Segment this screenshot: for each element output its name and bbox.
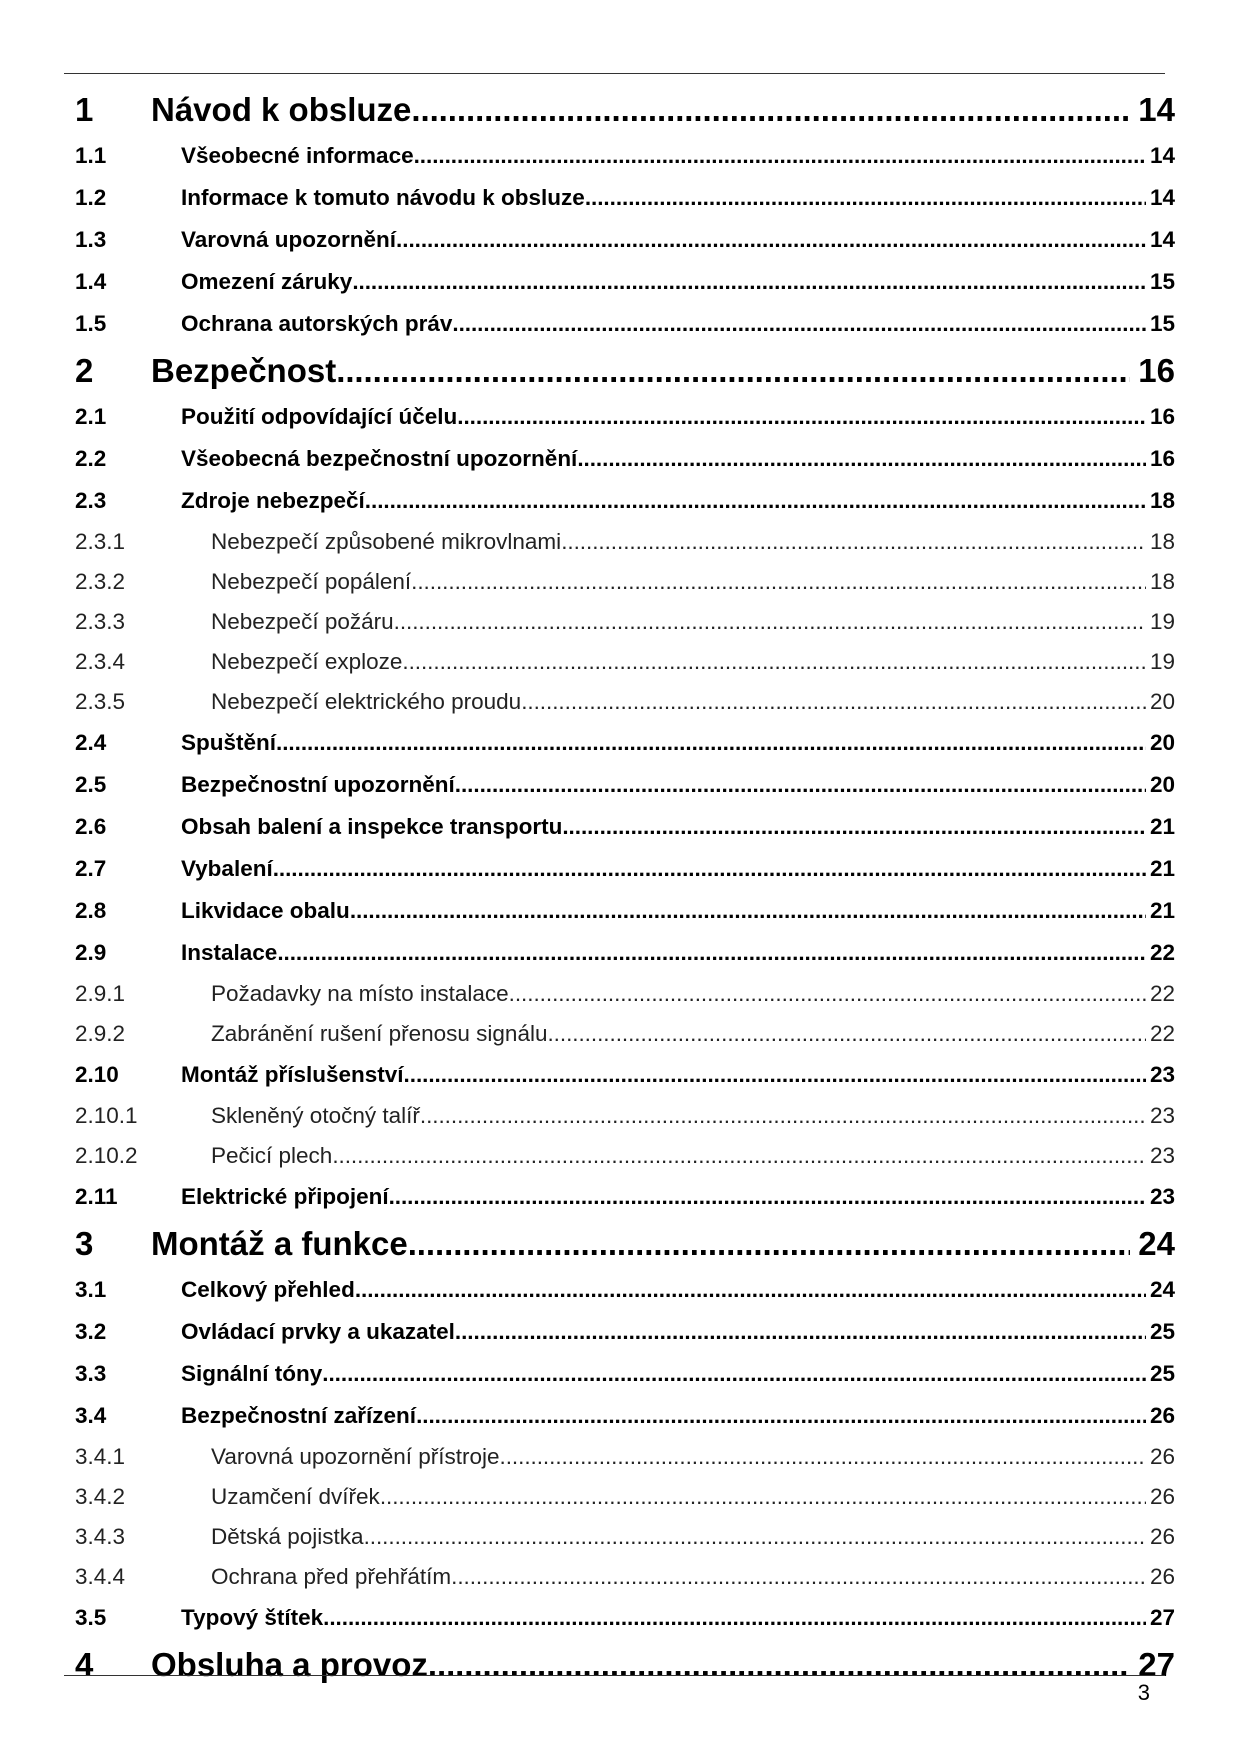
toc-dot-leader <box>414 135 1146 177</box>
toc-dot-leader <box>411 562 1146 602</box>
toc-entry-page: 25 <box>1149 1319 1175 1344</box>
toc-entry-2-3-2[interactable] <box>75 562 1175 602</box>
toc-entry-title: Bezpečnostní upozornění <box>181 772 455 797</box>
toc-dot-leader <box>322 1353 1146 1395</box>
toc-entry-number: 2.3 <box>75 488 107 513</box>
toc-entry-number: 3.1 <box>75 1277 107 1302</box>
toc-entry-title: Nebezpečí elektrického proudu <box>211 689 522 714</box>
toc-dot-leader <box>451 1557 1146 1597</box>
toc-entry-title: Montáž a funkce <box>151 1225 408 1262</box>
toc-entry-number: 1.1 <box>75 143 107 168</box>
toc-entry-2-7[interactable] <box>75 848 1175 890</box>
toc-entry-title: Ochrana před přehřátím <box>211 1564 452 1589</box>
toc-dot-leader <box>420 1096 1146 1136</box>
toc-entry-1-2[interactable] <box>75 177 1175 219</box>
toc-dot-leader <box>455 764 1146 806</box>
toc-entry-number: 3.3 <box>75 1361 107 1386</box>
toc-dot-leader <box>394 602 1146 642</box>
toc-entry-number: 2.3.2 <box>75 569 126 594</box>
toc-entry-2[interactable] <box>75 345 1175 396</box>
bottom-divider <box>64 1675 1165 1676</box>
toc-entry-title: Zabránění rušení přenosu signálu <box>211 1021 548 1046</box>
toc-entry-page: 27 <box>1149 1605 1175 1630</box>
toc-entry-title: Všeobecné informace <box>181 143 414 168</box>
toc-entry-title: Uzamčení dvířek <box>211 1484 380 1509</box>
toc-entry-page: 20 <box>1149 689 1175 714</box>
toc-entry-2-11[interactable] <box>75 1176 1175 1218</box>
toc-entry-page: 21 <box>1149 898 1175 923</box>
toc-dot-leader <box>585 177 1146 219</box>
toc-entry-page: 26 <box>1149 1403 1175 1428</box>
toc-dot-leader <box>396 219 1146 261</box>
toc-entry-title: Informace k tomuto návodu k obsluze <box>181 185 585 210</box>
toc-entry-1[interactable] <box>75 84 1175 135</box>
toc-entry-title: Nebezpečí exploze <box>211 649 403 674</box>
toc-entry-2-1[interactable] <box>75 396 1175 438</box>
toc-entry-page: 19 <box>1149 649 1175 674</box>
toc-dot-leader <box>332 1136 1146 1176</box>
toc-entry-page: 15 <box>1149 311 1175 336</box>
toc-entry-number: 2 <box>75 352 94 389</box>
toc-entry-title: Nebezpečí požáru <box>211 609 394 634</box>
toc-entry-number: 2.5 <box>75 772 107 797</box>
toc-entry-number: 2.10 <box>75 1062 119 1087</box>
toc-entry-3-4-4[interactable] <box>75 1557 1175 1597</box>
toc-entry-2-9[interactable] <box>75 932 1175 974</box>
toc-dot-leader <box>402 642 1146 682</box>
toc-entry-page: 22 <box>1149 981 1175 1006</box>
toc-dot-leader <box>277 932 1146 974</box>
toc-entry-page: 16 <box>1149 446 1175 471</box>
toc-entry-title: Použití odpovídající účelu <box>181 404 458 429</box>
toc-entry-page: 16 <box>1149 404 1175 429</box>
toc-entry-number: 3.4.4 <box>75 1564 126 1589</box>
toc-dot-leader <box>380 1477 1146 1517</box>
toc-dot-leader <box>276 722 1146 764</box>
toc-entry-number: 2.9.2 <box>75 1021 126 1046</box>
toc-entry-number: 2.11 <box>75 1184 118 1209</box>
toc-entry-number: 4 <box>75 1646 94 1683</box>
toc-entry-page: 14 <box>1149 227 1175 252</box>
toc-dot-leader <box>521 682 1146 722</box>
toc-dot-leader <box>547 1014 1146 1054</box>
toc-entry-page: 20 <box>1149 730 1175 755</box>
toc-entry-title: Ochrana autorských práv <box>181 311 453 336</box>
toc-dot-leader <box>273 848 1146 890</box>
toc-entry-title: Nebezpečí popálení <box>211 569 412 594</box>
toc-entry-3-2[interactable] <box>75 1311 1175 1353</box>
toc-entry-2-3-3[interactable] <box>75 602 1175 642</box>
toc-entry-3-4-3[interactable] <box>75 1517 1175 1557</box>
toc-dot-leader <box>561 522 1146 562</box>
toc-dot-leader <box>416 1395 1146 1437</box>
toc-entry-3-3[interactable] <box>75 1353 1175 1395</box>
toc-entry-2-9-2[interactable] <box>75 1014 1175 1054</box>
toc-entry-number: 3.4.3 <box>75 1524 126 1549</box>
toc-entry-number: 3.4.2 <box>75 1484 126 1509</box>
toc-entry-number: 2.9 <box>75 940 107 965</box>
toc-entry-page: 18 <box>1149 529 1175 554</box>
toc-entry-number: 3.5 <box>75 1605 107 1630</box>
toc-entry-number: 1.3 <box>75 227 107 252</box>
toc-entry-number: 2.7 <box>75 856 107 881</box>
toc-entry-title: Požadavky na místo instalace <box>211 981 509 1006</box>
toc-entry-page: 14 <box>1149 185 1175 210</box>
table-of-contents <box>75 84 1175 1690</box>
toc-entry-page: 16 <box>1138 352 1175 389</box>
toc-entry-number: 2.3.1 <box>75 529 126 554</box>
toc-dot-leader <box>389 1176 1146 1218</box>
toc-entry-number: 2.9.1 <box>75 981 126 1006</box>
toc-entry-page: 26 <box>1149 1524 1175 1549</box>
toc-entry-number: 2.10.1 <box>75 1103 138 1128</box>
toc-entry-number: 2.8 <box>75 898 107 923</box>
toc-entry-number: 2.3.4 <box>75 649 126 674</box>
toc-entry-page: 18 <box>1149 569 1175 594</box>
toc-dot-leader <box>500 1437 1146 1477</box>
page-number: 3 <box>1137 1680 1150 1705</box>
toc-entry-title: Ovládací prvky a ukazatel <box>181 1319 455 1344</box>
toc-dot-leader <box>336 345 1130 396</box>
toc-entry-page: 23 <box>1149 1103 1175 1128</box>
toc-entry-title: Likvidace obalu <box>181 898 350 923</box>
toc-entry-2-10-1[interactable] <box>75 1096 1175 1136</box>
toc-entry-page: 26 <box>1149 1444 1175 1469</box>
toc-entry-number: 2.10.2 <box>75 1143 138 1168</box>
toc-entry-page: 15 <box>1149 269 1175 294</box>
toc-entry-page: 27 <box>1138 1646 1175 1683</box>
toc-entry-page: 24 <box>1149 1277 1175 1302</box>
toc-entry-number: 2.2 <box>75 446 107 471</box>
toc-entry-title: Instalace <box>181 940 278 965</box>
toc-entry-title: Bezpečnostní zařízení <box>181 1403 417 1428</box>
toc-entry-1-5[interactable] <box>75 303 1175 345</box>
toc-entry-number: 3.2 <box>75 1319 107 1344</box>
toc-entry-title: Pečicí plech <box>211 1143 333 1168</box>
toc-entry-number: 1 <box>75 91 94 128</box>
toc-entry-3[interactable] <box>75 1218 1175 1269</box>
toc-entry-page: 22 <box>1149 1021 1175 1046</box>
toc-dot-leader <box>428 1639 1130 1690</box>
toc-entry-3-4[interactable] <box>75 1395 1175 1437</box>
toc-dot-leader <box>411 84 1130 135</box>
toc-entry-page: 24 <box>1138 1225 1175 1262</box>
toc-entry-title: Skleněný otočný talíř <box>211 1103 420 1128</box>
toc-dot-leader <box>365 480 1146 522</box>
toc-entry-4[interactable] <box>75 1639 1175 1690</box>
toc-entry-title: Bezpečnost <box>151 352 337 389</box>
toc-dot-leader <box>455 1311 1146 1353</box>
toc-dot-leader <box>577 438 1146 480</box>
toc-entry-page: 22 <box>1149 940 1175 965</box>
toc-entry-page: 26 <box>1149 1564 1175 1589</box>
toc-entry-2-10-2[interactable] <box>75 1136 1175 1176</box>
toc-entry-2-4[interactable] <box>75 722 1175 764</box>
toc-entry-page: 21 <box>1149 814 1175 839</box>
toc-entry-title: Signální tóny <box>181 1361 323 1386</box>
toc-entry-1-3[interactable] <box>75 219 1175 261</box>
toc-entry-number: 2.4 <box>75 730 107 755</box>
toc-entry-2-5[interactable] <box>75 764 1175 806</box>
toc-dot-leader <box>350 890 1146 932</box>
toc-entry-title: Zdroje nebezpečí <box>181 488 365 513</box>
toc-entry-title: Celkový přehled <box>181 1277 355 1302</box>
toc-dot-leader <box>457 396 1146 438</box>
toc-dot-leader <box>364 1517 1146 1557</box>
toc-dot-leader <box>355 1269 1146 1311</box>
toc-entry-1-1[interactable] <box>75 135 1175 177</box>
toc-entry-page: 21 <box>1149 856 1175 881</box>
toc-entry-title: Montáž příslušenství <box>181 1062 404 1087</box>
toc-entry-3-5[interactable] <box>75 1597 1175 1639</box>
toc-entry-page: 19 <box>1149 609 1175 634</box>
toc-entry-number: 3 <box>75 1225 94 1262</box>
toc-entry-page: 26 <box>1149 1484 1175 1509</box>
toc-entry-page: 18 <box>1149 488 1175 513</box>
toc-dot-leader <box>404 1054 1146 1096</box>
toc-entry-number: 2.1 <box>75 404 107 429</box>
toc-entry-page: 23 <box>1149 1143 1175 1168</box>
toc-entry-title: Nebezpečí způsobené mikrovlnami <box>211 529 562 554</box>
toc-entry-title: Typový štítek <box>181 1605 324 1630</box>
toc-entry-number: 1.5 <box>75 311 107 336</box>
toc-entry-page: 25 <box>1149 1361 1175 1386</box>
toc-entry-2-3-5[interactable] <box>75 682 1175 722</box>
toc-entry-number: 2.3.5 <box>75 689 126 714</box>
toc-entry-title: Obsluha a provoz <box>151 1646 428 1683</box>
top-divider <box>64 73 1165 74</box>
toc-dot-leader <box>562 806 1146 848</box>
toc-dot-leader <box>509 974 1146 1014</box>
toc-entry-number: 1.4 <box>75 269 107 294</box>
toc-entry-page: 14 <box>1149 143 1175 168</box>
toc-entry-3-1[interactable] <box>75 1269 1175 1311</box>
toc-entry-2-3-4[interactable] <box>75 642 1175 682</box>
toc-entry-2-2[interactable] <box>75 438 1175 480</box>
toc-entry-number: 2.6 <box>75 814 107 839</box>
toc-entry-number: 3.4.1 <box>75 1444 126 1469</box>
toc-entry-title: Varovná upozornění přístroje <box>211 1444 500 1469</box>
toc-entry-page: 14 <box>1138 91 1175 128</box>
toc-entry-title: Omezení záruky <box>181 269 353 294</box>
toc-entry-title: Dětská pojistka <box>211 1524 364 1549</box>
toc-entry-title: Návod k obsluze <box>151 91 412 128</box>
toc-entry-number: 3.4 <box>75 1403 107 1428</box>
toc-entry-number: 2.3.3 <box>75 609 126 634</box>
toc-entry-2-10[interactable] <box>75 1054 1175 1096</box>
toc-entry-2-9-1[interactable] <box>75 974 1175 1014</box>
toc-entry-3-4-2[interactable] <box>75 1477 1175 1517</box>
toc-entry-title: Obsah balení a inspekce transportu <box>181 814 563 839</box>
toc-dot-leader <box>352 261 1146 303</box>
toc-entry-page: 20 <box>1149 772 1175 797</box>
toc-entry-page: 23 <box>1149 1062 1175 1087</box>
toc-entry-title: Varovná upozornění <box>181 227 397 252</box>
toc-entry-title: Spuštění <box>181 730 277 755</box>
toc-entry-page: 23 <box>1149 1184 1175 1209</box>
toc-entry-title: Vybalení <box>181 856 273 881</box>
toc-entry-title: Všeobecná bezpečnostní upozornění <box>181 446 578 471</box>
toc-entry-2-3-1[interactable] <box>75 522 1175 562</box>
toc-entry-2-3[interactable] <box>75 480 1175 522</box>
toc-entry-number: 1.2 <box>75 185 107 210</box>
toc-entry-2-8[interactable] <box>75 890 1175 932</box>
toc-dot-leader <box>408 1218 1131 1269</box>
toc-entry-title: Elektrické připojení <box>181 1184 389 1209</box>
toc-entry-2-6[interactable] <box>75 806 1175 848</box>
toc-entry-1-4[interactable] <box>75 261 1175 303</box>
toc-entry-3-4-1[interactable] <box>75 1437 1175 1477</box>
toc-dot-leader <box>323 1597 1146 1639</box>
toc-dot-leader <box>452 303 1146 345</box>
